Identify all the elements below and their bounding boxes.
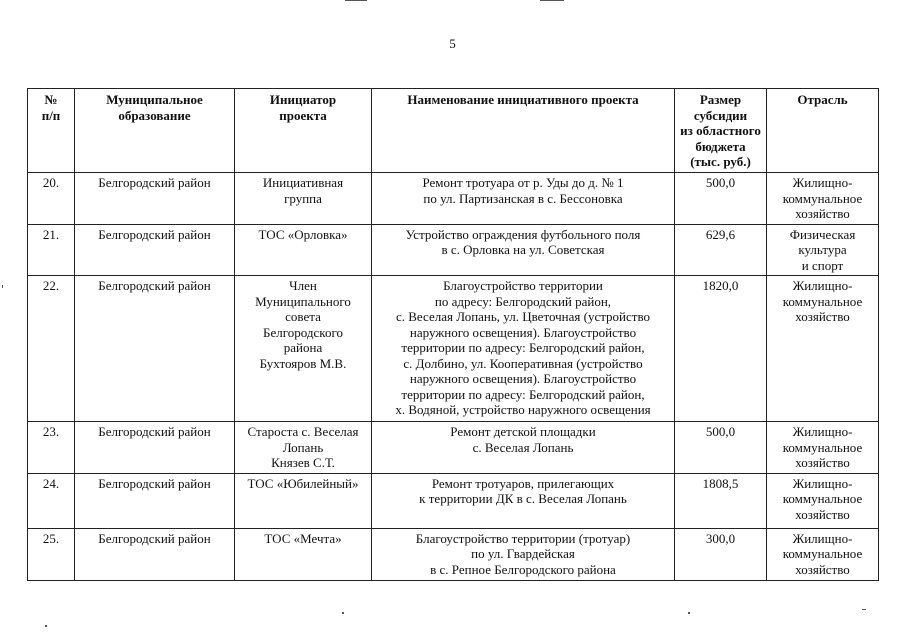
row-subsidy: 500,0	[675, 422, 767, 474]
row-num: 24.	[28, 473, 75, 528]
row-initiator: Член Муниципального совета Белгородского района Бухтояров М.В.	[235, 276, 372, 422]
scan-artifact	[862, 609, 866, 610]
scan-artifact	[342, 612, 344, 614]
row-municipality: Белгородский район	[75, 473, 235, 528]
row-sector: Физическая культура и спорт	[767, 224, 879, 276]
header-sector: Отрасль	[767, 89, 879, 173]
row-num: 20.	[28, 173, 75, 225]
scan-artifact	[2, 285, 3, 288]
row-num: 22.	[28, 276, 75, 422]
row-municipality: Белгородский район	[75, 422, 235, 474]
row-num: 23.	[28, 422, 75, 474]
row-initiator: ТОС «Орловка»	[235, 224, 372, 276]
row-subsidy: 1808,5	[675, 473, 767, 528]
projects-table	[27, 88, 879, 581]
row-initiator: Инициативная группа	[235, 173, 372, 225]
row-sector: Жилищно- коммунальное хозяйство	[767, 473, 879, 528]
row-sector: Жилищно- коммунальное хозяйство	[767, 528, 879, 580]
row-project: Ремонт тротуара от р. Уды до д. № 1 по ул. Партизанская в с. Бессоновка	[372, 173, 675, 225]
header-initiator: Инициатор проекта	[235, 89, 372, 173]
header-subsidy: Размер субсидии из областного бюджета (тыс. руб.)	[675, 89, 767, 173]
table-row	[28, 473, 879, 528]
row-project: Устройство ограждения футбольного поля в с. Орловка на ул. Советская	[372, 224, 675, 276]
row-municipality: Белгородский район	[75, 173, 235, 225]
table-row	[28, 173, 879, 225]
scan-artifact	[345, 0, 367, 1]
row-sector: Жилищно- коммунальное хозяйство	[767, 173, 879, 225]
row-subsidy: 300,0	[675, 528, 767, 580]
header-municipality: Муниципальное образование	[75, 89, 235, 173]
row-project: Благоустройство территории (тротуар) по ул. Гвардейская в с. Репное Белгородского района	[372, 528, 675, 580]
header-project: Наименование инициативного проекта	[372, 89, 675, 173]
row-initiator: Староста с. Веселая Лопань Князев С.Т.	[235, 422, 372, 474]
scan-artifact	[688, 612, 690, 614]
table-row	[28, 276, 879, 422]
table-row	[28, 224, 879, 276]
row-sector: Жилищно- коммунальное хозяйство	[767, 276, 879, 422]
row-initiator: ТОС «Юбилейный»	[235, 473, 372, 528]
row-municipality: Белгородский район	[75, 276, 235, 422]
row-subsidy: 629,6	[675, 224, 767, 276]
row-project: Ремонт детской площадки с. Веселая Лопань	[372, 422, 675, 474]
row-initiator: ТОС «Мечта»	[235, 528, 372, 580]
row-num: 21.	[28, 224, 75, 276]
page-number: 5	[449, 36, 456, 51]
row-num: 25.	[28, 528, 75, 580]
table-row	[28, 528, 879, 580]
row-project: Благоустройство территории по адресу: Белгородский район, с. Веселая Лопань, ул. Цветочная (устройство наружного освещения). Благоустройство территории по адресу: Белгородский район, с. Долбино, ул. Кооперативная (устройство наружного освещения). Благоустройство территории по адресу: Белгородский район, х. Водяной, устройство наружного освещения	[372, 276, 675, 422]
scan-artifact	[45, 625, 47, 627]
table-row	[28, 422, 879, 474]
table-header-row	[28, 89, 879, 173]
row-sector: Жилищно- коммунальное хозяйство	[767, 422, 879, 474]
row-subsidy: 500,0	[675, 173, 767, 225]
scan-artifact	[540, 0, 564, 1]
row-municipality: Белгородский район	[75, 528, 235, 580]
row-municipality: Белгородский район	[75, 224, 235, 276]
row-project: Ремонт тротуаров, прилегающих к территории ДК в с. Веселая Лопань	[372, 473, 675, 528]
row-subsidy: 1820,0	[675, 276, 767, 422]
header-num: № п/п	[28, 89, 75, 173]
